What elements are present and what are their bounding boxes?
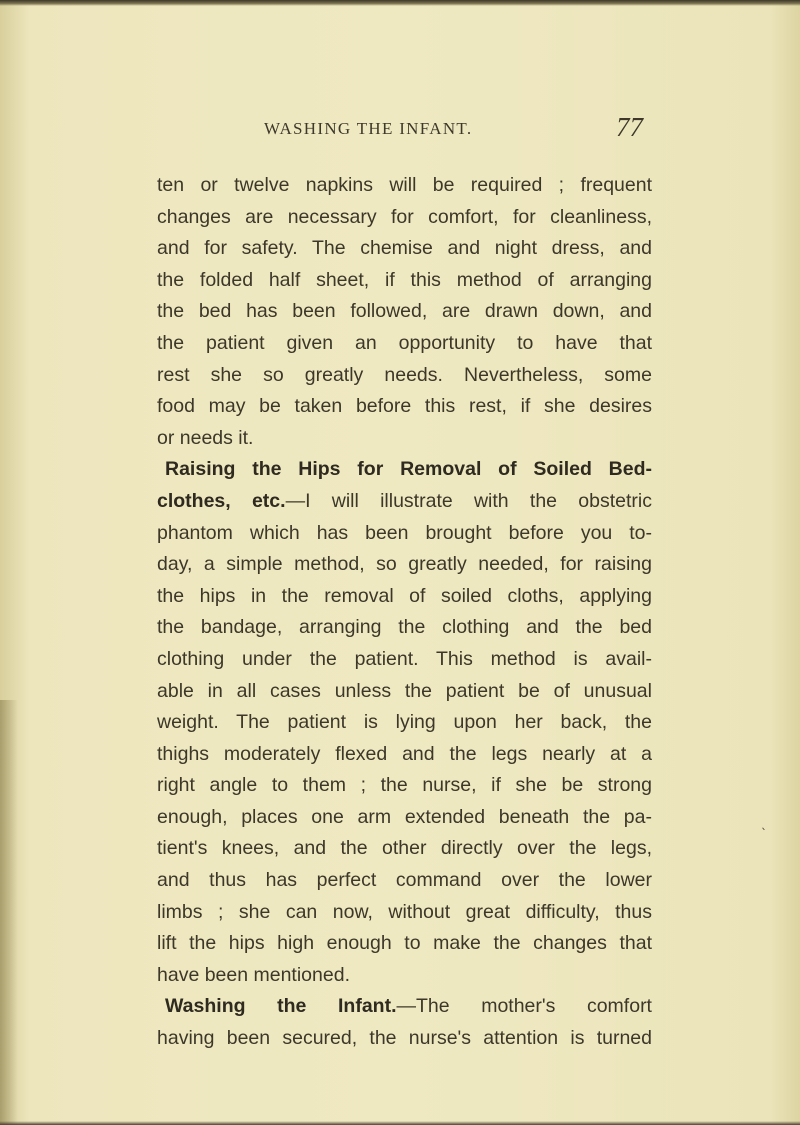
text-line: enough, places one arm extended beneath the pa- — [157, 805, 652, 828]
section-heading-raising-hips — [157, 454, 652, 486]
text-line: weight. The patient is lying upon her back, the — [157, 711, 652, 734]
text-line: and for safety. The chemise and night dress, and — [157, 237, 652, 260]
text-line: the bandage, arranging the clothing and the bed — [157, 616, 652, 639]
text-line: able in all cases unless the patient be of unusual — [157, 679, 652, 702]
text-line: rest she so greatly needs. Nevertheless, some — [157, 363, 652, 386]
page-number: 77 — [616, 112, 643, 142]
text-line: right angle to them ; the nurse, if she be strong — [157, 774, 652, 797]
text-line: have been mentioned. — [157, 963, 350, 986]
margin-mark: ˎ — [761, 816, 767, 830]
text-line: the patient given an opportunity to have that — [157, 331, 652, 354]
text-line: ten or twelve napkins will be required ; frequent — [157, 174, 652, 196]
page-binding-shadow — [0, 700, 18, 1125]
text-line: the bed has been followed, are drawn down, and — [157, 300, 652, 323]
text-line: and thus has perfect command over the lower — [157, 869, 652, 892]
text-line: changes are necessary for comfort, for cleanliness, — [157, 205, 652, 228]
text-line: thighs moderately flexed and the legs nearly at a — [157, 742, 652, 765]
text-line: the folded half sheet, if this method of arranging — [157, 268, 652, 291]
text-line: the hips in the removal of soiled cloths, applying — [157, 584, 652, 607]
page-top-edge — [0, 0, 800, 6]
body-text — [157, 170, 652, 1055]
text-line: having been secured, the nurse's attention is turned — [157, 1027, 652, 1050]
text-line: lift the hips high enough to make the changes that — [157, 932, 652, 955]
text-line — [157, 486, 652, 518]
page-bottom-edge — [0, 1121, 800, 1125]
text-line: or needs it. — [157, 426, 254, 449]
heading-text: Washing the Infant. — [165, 995, 397, 1018]
text-line: day, a simple method, so greatly needed, for raising — [157, 553, 652, 576]
paragraph-text: —I will illustrate with the obstetric — [285, 489, 652, 512]
section-heading-washing-infant — [157, 991, 652, 1023]
heading-text: clothes, etc. — [157, 489, 286, 512]
paragraph-text: —The mother's comfort — [396, 995, 652, 1018]
heading-text: Raising the Hips for Removal of Soiled Bed- — [165, 458, 652, 481]
running-head: WASHING THE INFANT. — [264, 119, 473, 138]
text-line: food may be taken before this rest, if she desires — [157, 395, 652, 418]
text-line: clothing under the patient. This method is avail- — [157, 647, 652, 670]
text-line: tient's knees, and the other directly over the legs, — [157, 837, 652, 860]
text-line: phantom which has been brought before you to- — [157, 521, 652, 544]
text-line: limbs ; she can now, without great difficulty, thus — [157, 900, 652, 923]
